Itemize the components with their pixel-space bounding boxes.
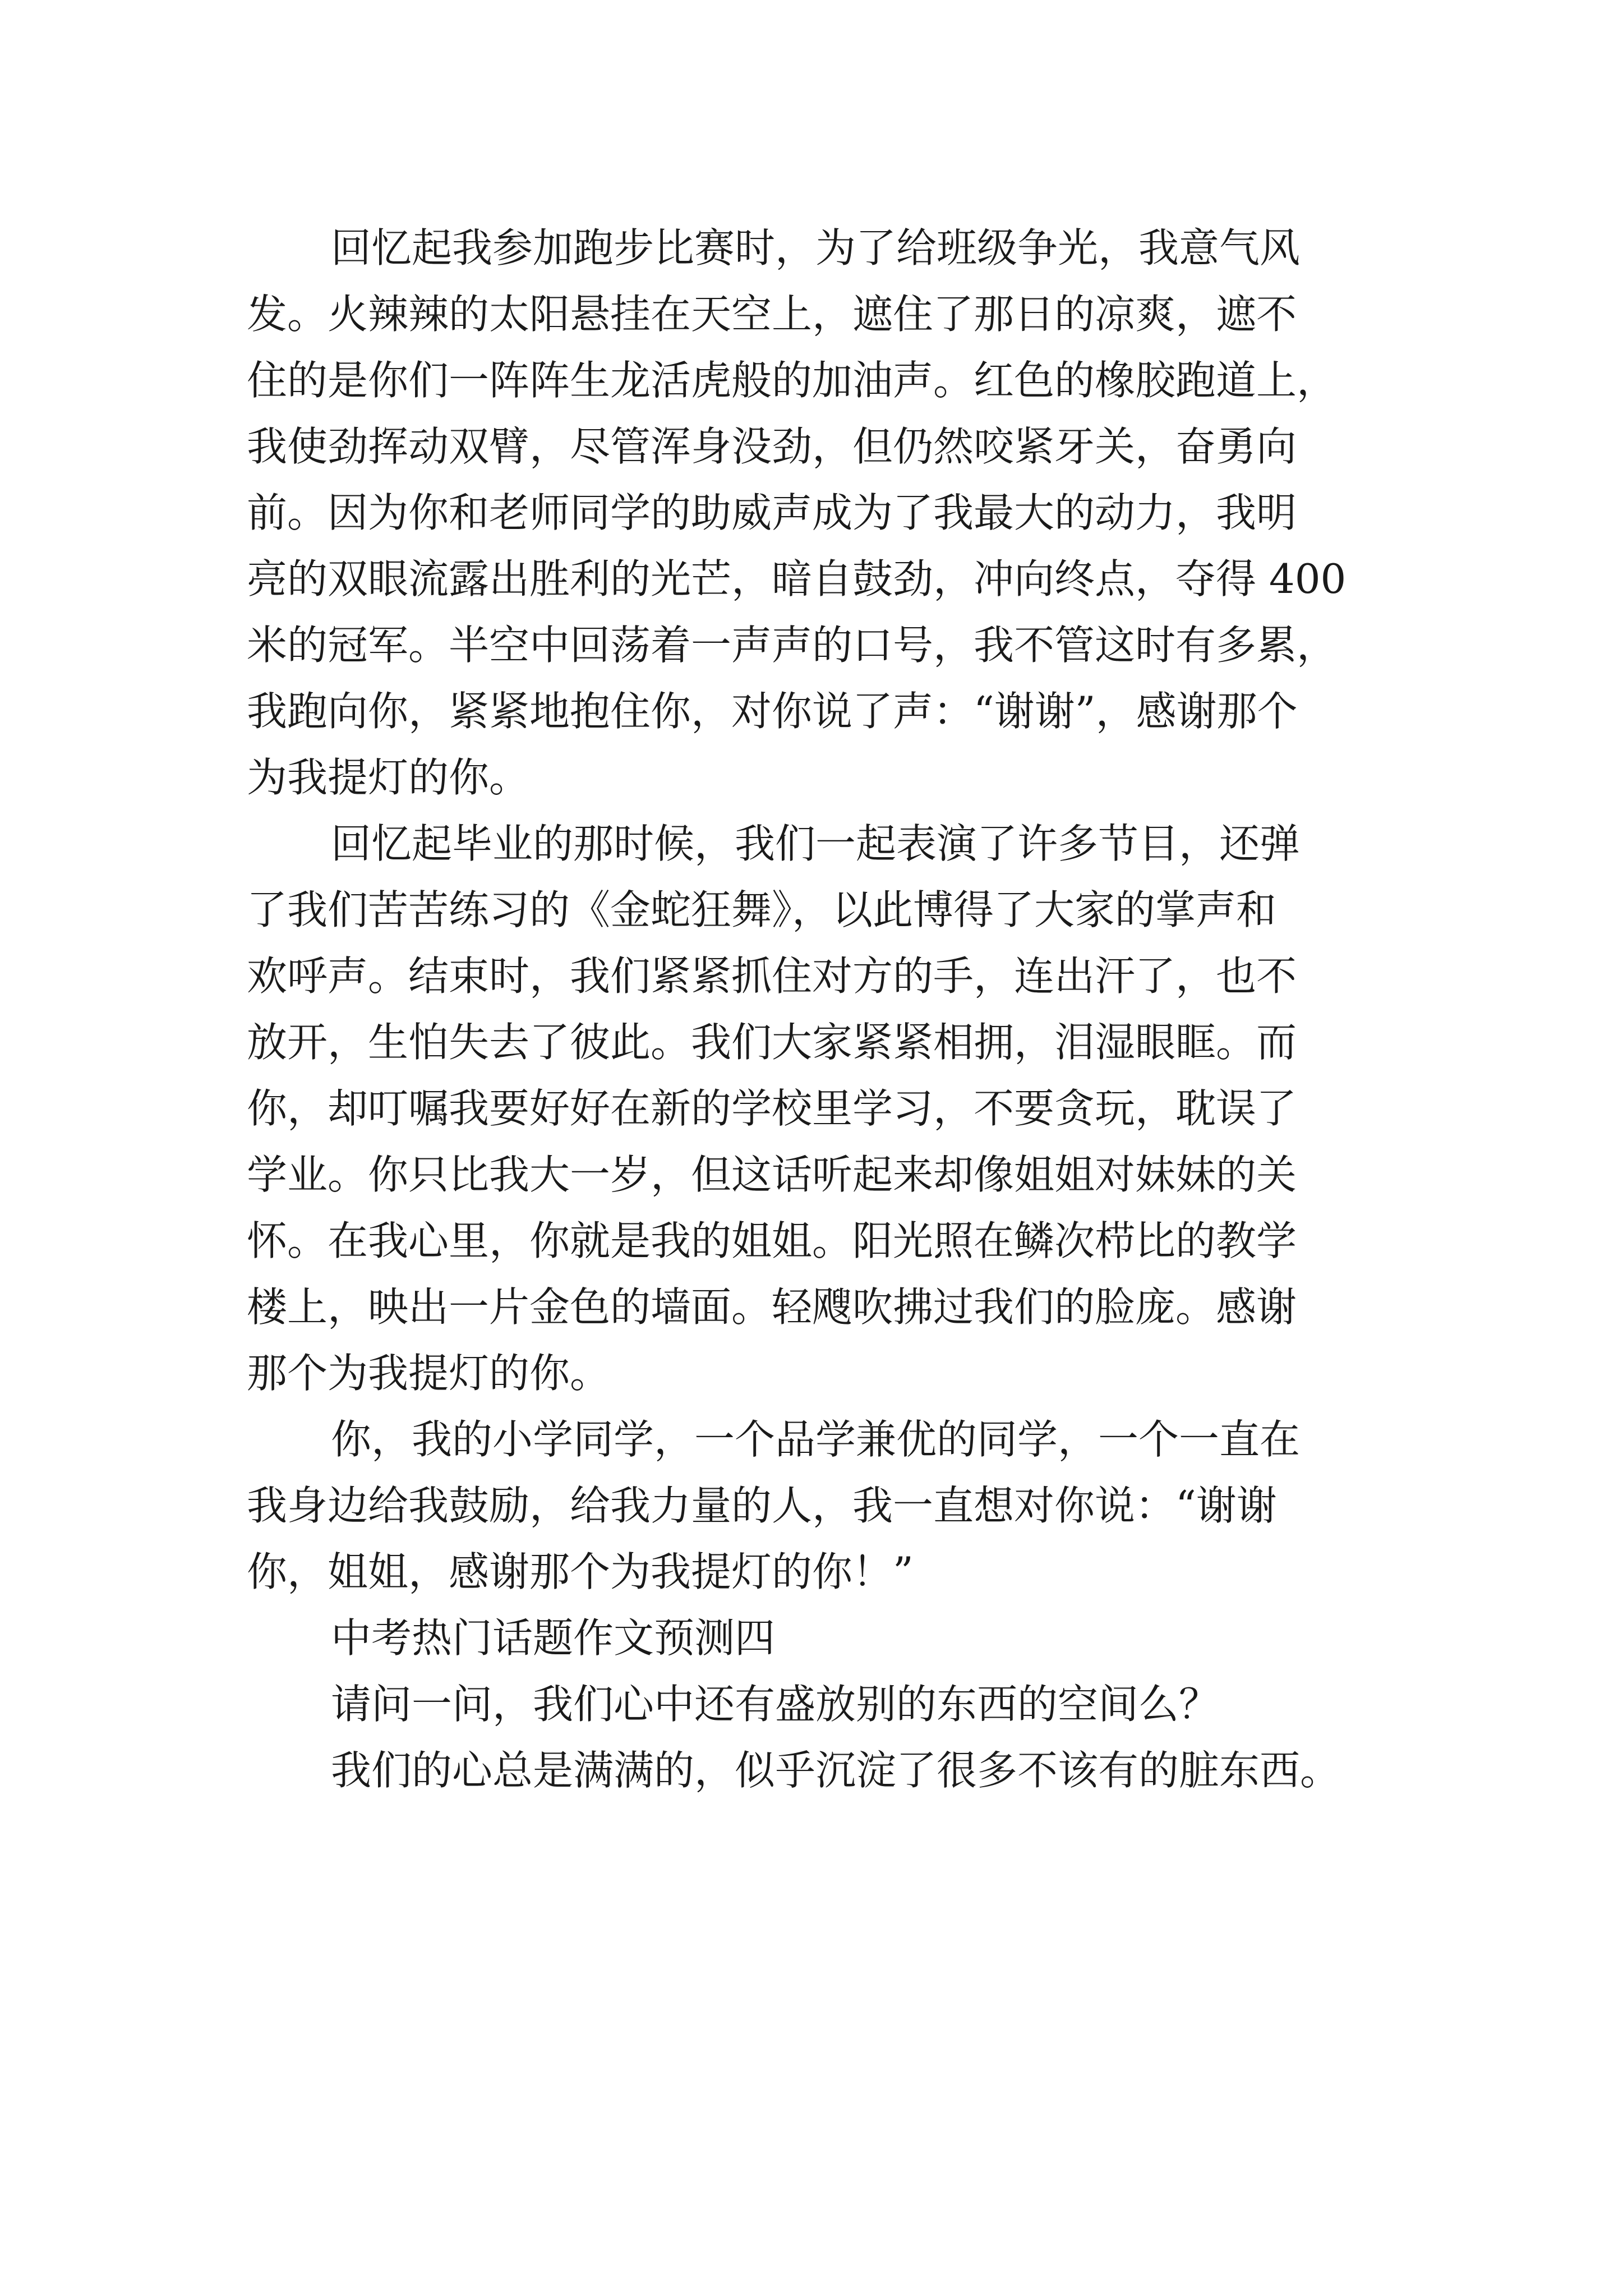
- paragraph-question: [247, 1671, 1430, 1737]
- text-line: 你，我的小学同学，一个品学兼优的同学，一个一直在: [331, 1416, 1301, 1463]
- heading-line: 中考热门话题作文预测四: [331, 1614, 776, 1662]
- paragraph-classmate: [247, 1406, 1430, 1605]
- text-line: 学业。你只比我大一岁，但这话听起来却像姐姐对妹妹的关: [247, 1151, 1297, 1198]
- text-line: 我身边给我鼓励，给我力量的人，我一直想对你说：“谢谢: [247, 1482, 1277, 1529]
- text-line: 请问一问，我们心中还有盛放别的东西的空间么？: [331, 1681, 1220, 1728]
- paragraph-heart: [247, 1737, 1430, 1803]
- document-body: [247, 215, 1430, 1803]
- text-line: 怀。在我心里，你就是我的姐姐。阳光照在鳞次栉比的教学: [247, 1217, 1297, 1264]
- text-line: 你，却叮嘱我要好好在新的学校里学习，不要贪玩，耽误了: [247, 1085, 1297, 1132]
- text-line: 放开，生怕失去了彼此。我们大家紧紧相拥，泪湿眼眶。而: [247, 1019, 1297, 1066]
- section-heading: [247, 1605, 1430, 1671]
- text-line: 回忆起我参加跑步比赛时，为了给班级争光，我意气风: [331, 224, 1301, 272]
- text-line: 楼上，映出一片金色的墙面。轻飕吹拂过我们的脸庞。感谢: [247, 1283, 1297, 1331]
- text-line: 你，姐姐，感谢那个为我提灯的你！”: [247, 1548, 914, 1595]
- text-line: 回忆起毕业的那时候，我们一起表演了许多节目，还弹: [331, 820, 1301, 867]
- text-line: 我使劲挥动双臂，尽管浑身没劲，但仍然咬紧牙关，奋勇向: [247, 423, 1297, 470]
- paragraph-graduation: [247, 811, 1430, 1406]
- text-line: 那个为我提灯的你。: [247, 1350, 611, 1397]
- text-line: 我跑向你，紧紧地抱住你，对你说了声：“谢谢”，感谢那个: [247, 688, 1298, 735]
- paragraph-running-race: [247, 215, 1430, 811]
- text-line: 发。火辣辣的太阳悬挂在天空上，遮住了那日的凉爽，遮不: [247, 291, 1297, 338]
- text-line: 亮的双眼流露出胜利的光芒，暗自鼓劲，冲向终点，夺得 400: [247, 555, 1347, 602]
- text-line: 为我提灯的你。: [247, 754, 530, 801]
- text-line: 了我们苦苦练习的《金蛇狂舞》，以此博得了大家的掌声和: [247, 886, 1277, 933]
- text-line: 住的是你们一阵阵生龙活虎般的加油声。红色的橡胶跑道上，: [247, 357, 1338, 404]
- text-line: 米的冠军。半空中回荡着一声声的口号，我不管这时有多累，: [247, 622, 1338, 669]
- text-line: 前。因为你和老师同学的助威声成为了我最大的动力，我明: [247, 489, 1297, 536]
- text-line: 我们的心总是满满的，似乎沉淀了很多不该有的脏东西。: [331, 1747, 1341, 1794]
- text-line: 欢呼声。结束时，我们紧紧抓住对方的手，连出汗了，也不: [247, 953, 1297, 1000]
